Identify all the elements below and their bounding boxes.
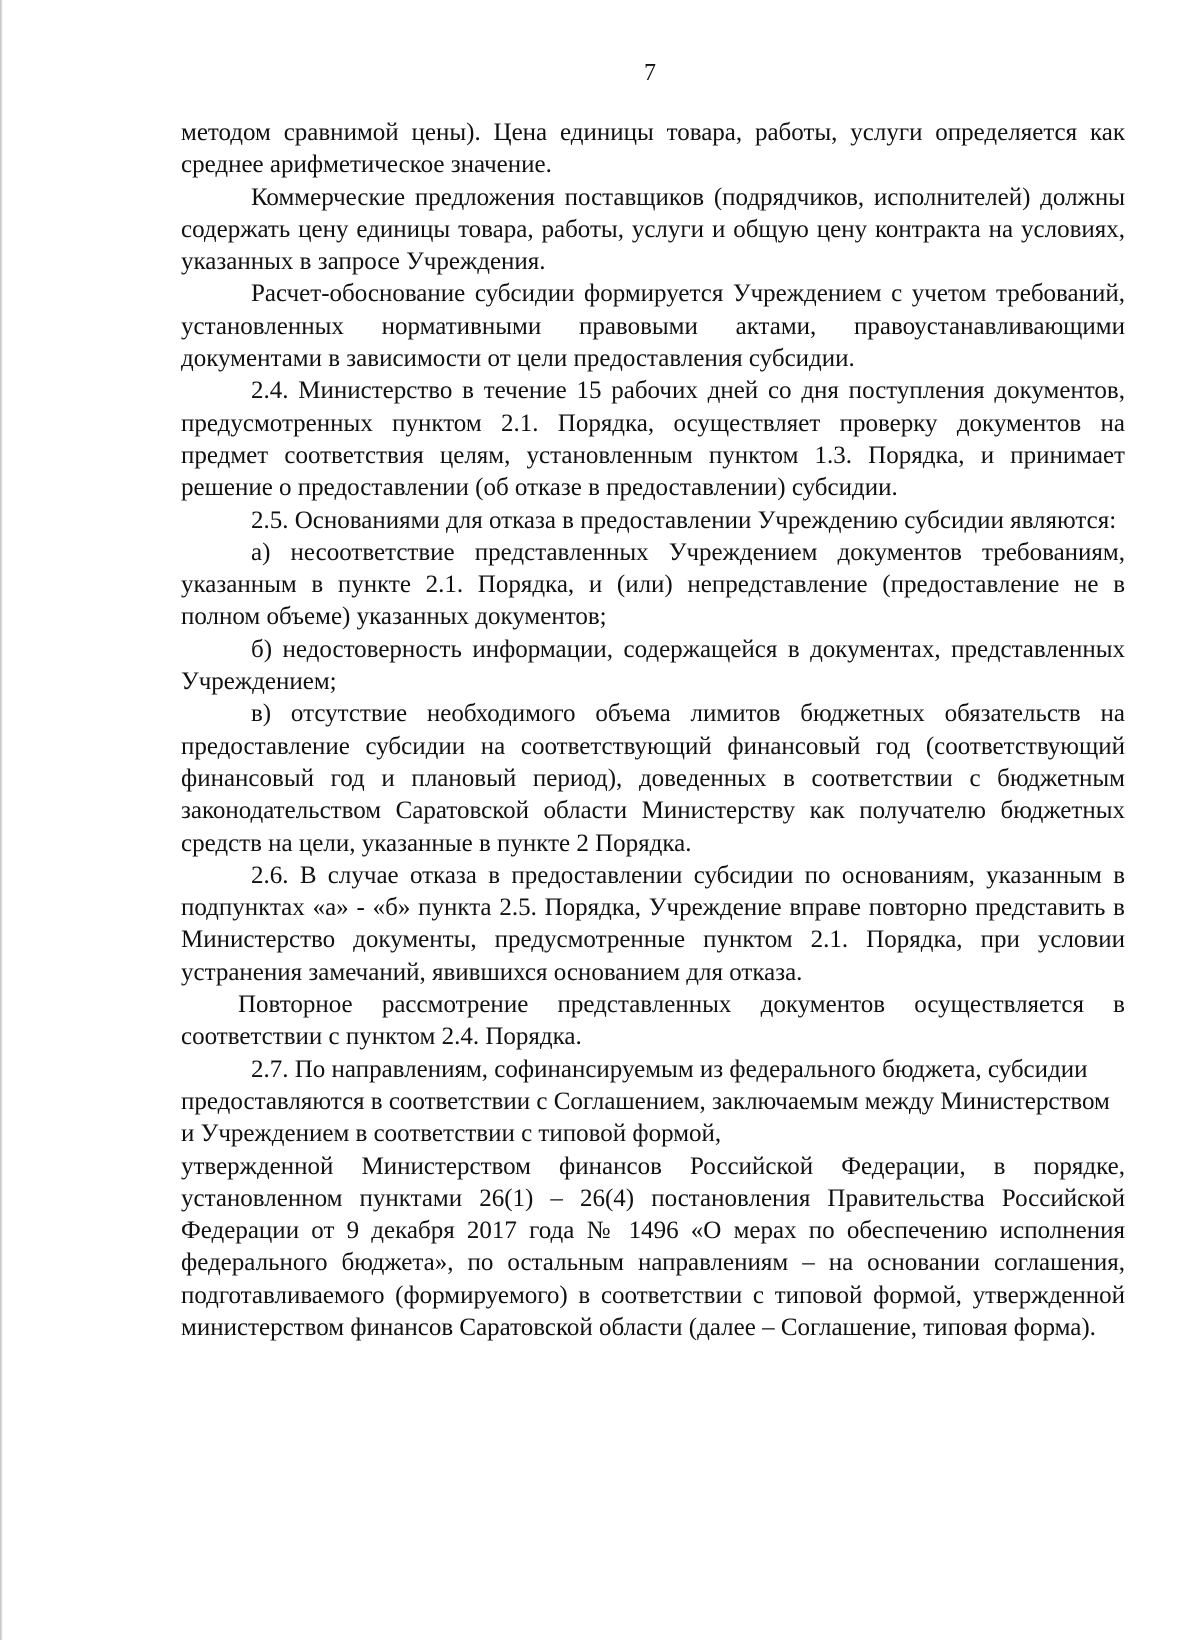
paragraph-repeat-review: Повторное рассмотрение представленных документов осуществляется в соответствии с пунктом 2.4. Порядка. bbox=[181, 991, 1125, 1051]
paragraph-2-6: 2.6. В случае отказа в предоставлении субсидии по основаниям, указанным в подпунктах «а» - «б» пункта 2.5. Порядка, Учреждение вправе повторно представить в Министерство документы, предусмотренные пунктом 2.1. Порядка, при условии устранения замечаний, явившихся основанием для отказа. bbox=[181, 861, 1125, 986]
paragraph-commercial-offers: Коммерческие предложения поставщиков (подрядчиков, исполнителей) должны содержать цену единицы товара, работы, услуги и общую цену контракта на условиях, указанных в запросе Учреждения. bbox=[181, 183, 1125, 276]
paragraph-2-5-a: а) несоответствие представленных Учреждением документов требованиям, указанным в пункте 2.1. Порядка, и (или) непредставление (предоставление не в полном объеме) указанных документов; bbox=[181, 538, 1125, 631]
paragraph-subsidy-calculation: Расчет-обоснование субсидии формируется Учреждением с учетом требований, установленных нормативными правовыми актами, правоустанавливающими документами в зависимости от цели предоставления субсидии. bbox=[181, 280, 1125, 373]
paragraph-2-7: 2.7. По направлениям, софинансируемым из федерального бюджета, субсидии предоставляются в соответствии с Соглашением, заключаемым между Министерством и Учреждением в соответствии с типовой формой, bbox=[181, 1055, 1110, 1148]
paragraph-2-5: 2.5. Основаниями для отказа в предоставлении Учреждению субсидии являются: bbox=[251, 506, 1117, 534]
paragraph-continuation: методом сравнимой цены). Цена единицы товара, работы, услуги определяется как среднее арифметическое значение. bbox=[181, 119, 1125, 179]
document-body bbox=[181, 117, 1125, 1344]
paragraph-2-4: 2.4. Министерство в течение 15 рабочих дней со дня поступления документов, предусмотренных пунктом 2.1. Порядка, осуществляет проверку документов на предмет соответствия целям, установленным пунктом 1.3. Порядка, и принимает решение о предоставлении (об отказе в предоставлении) субсидии. bbox=[181, 377, 1125, 502]
page-number: 7 bbox=[644, 60, 656, 86]
scan-edge bbox=[0, 0, 3, 1640]
paragraph-2-7-continuation: утвержденной Министерством финансов Российской Федерации, в порядке, установленном пунктами 26(1) – 26(4) постановления Правительства Российской Федерации от 9 декабря 2017 года № 1496 «О мерах по обеспечению исполнения федерального бюджета», по остальным направлениям – на основании соглашения, подготавливаемого (формируемого) в соответствии с типовой формой, утвержденной министерством финансов Саратовской области (далее – Соглашение, типовая форма). bbox=[181, 1152, 1125, 1341]
paragraph-2-5-v: в) отсутствие необходимого объема лимитов бюджетных обязательств на предоставление субсидии на соответствующий финансовый год (соответствующий финансовый год и плановый период), доведенных в соответствии с бюджетным законодательством Саратовской области Министерству как получателю бюджетных средств на цели, указанные в пункте 2 Порядка. bbox=[181, 700, 1125, 857]
paragraph-2-5-b: б) недостоверность информации, содержащейся в документах, представленных Учреждением; bbox=[181, 635, 1125, 696]
